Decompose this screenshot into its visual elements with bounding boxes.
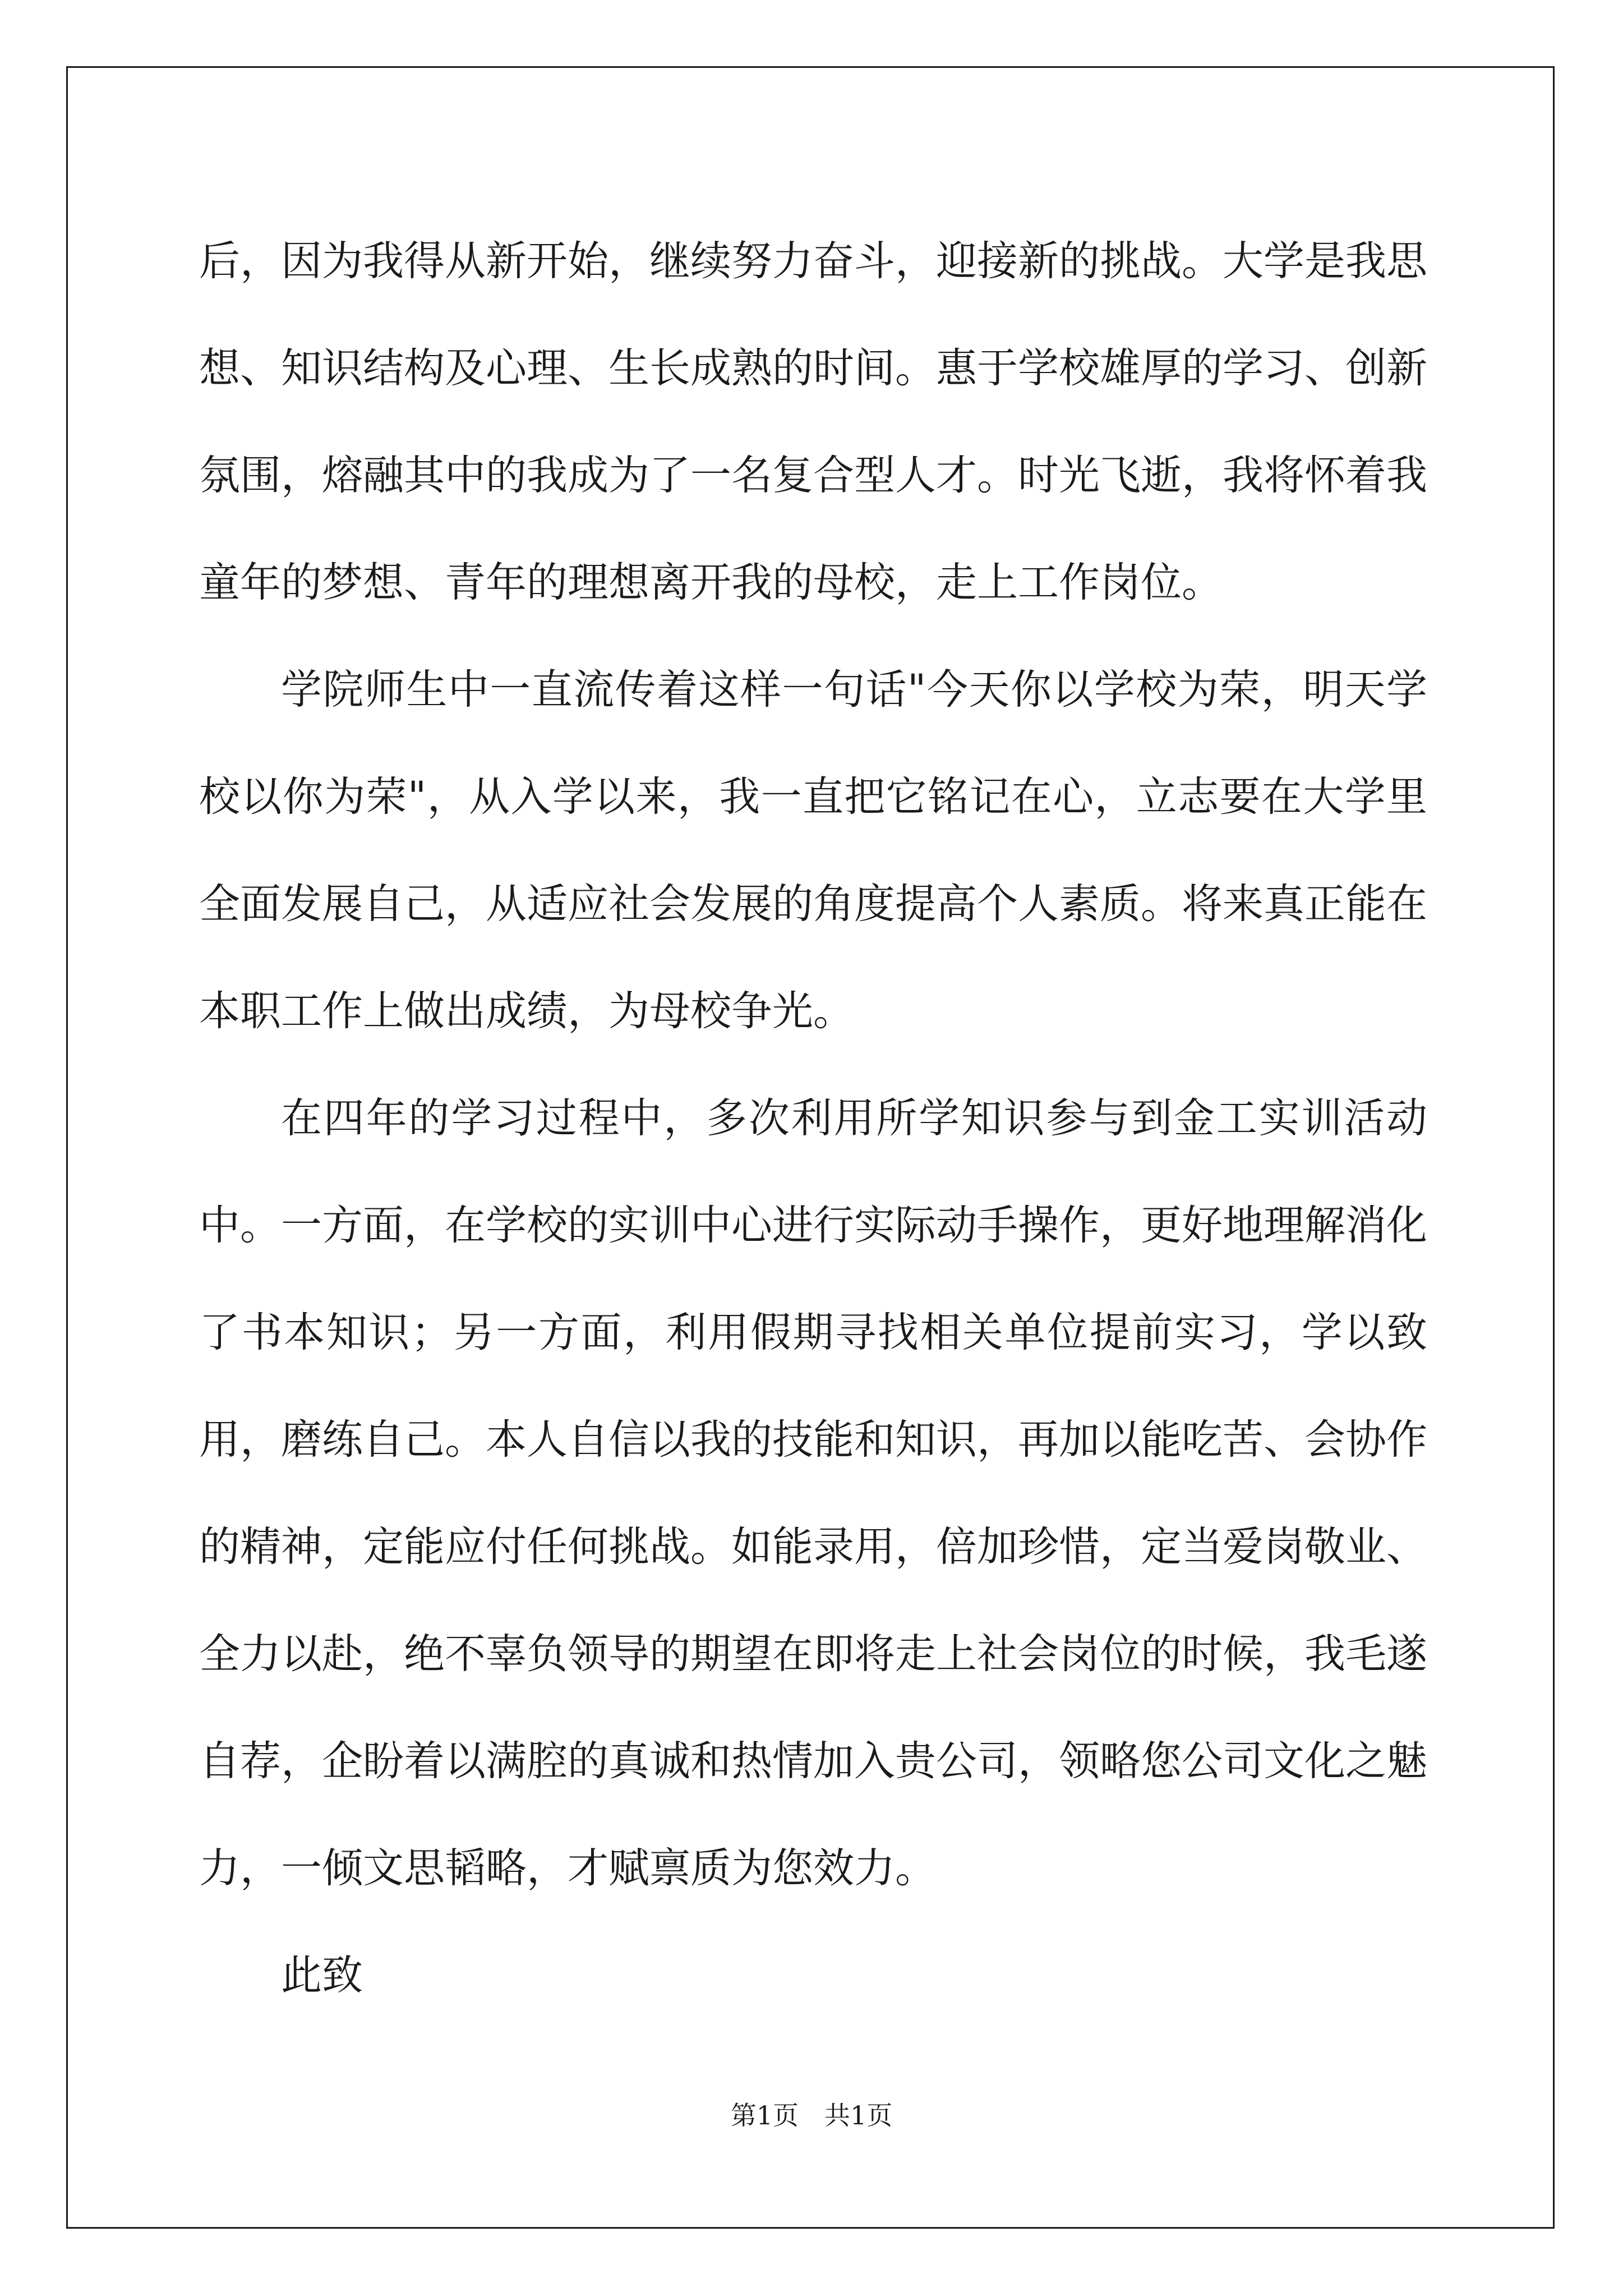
page-footer: [0, 2095, 1623, 2132]
paragraph-3: 在四年的学习过程中，多次利用所学知识参与到金工实训活动中。一方面，在学校的实训中心进行实际动手操作，更好地理解消化了书本知识；另一方面，利用假期寻找相关单位提前实习，学以致用，磨练自己。本人自信以我的技能和知识，再加以能吃苦、会协作的精神，定能应付任何挑战。如能录用，倍加珍惜，定当爱岗敬业、全力以赴，绝不辜负领导的期望在即将走上社会岗位的时候，我毛遂自荐，企盼着以满腔的真诚和热情加入贵公司，领略您公司文化之魅力，一倾文思韬略，才赋禀质为您效力。: [199, 1094, 1427, 1892]
page-number-label: 第1页 共1页: [730, 2100, 893, 2131]
closing-salutation: 此致: [281, 1952, 363, 1999]
document-body: [199, 208, 1427, 2029]
paragraph-1: 后，因为我得从新开始，继续努力奋斗，迎接新的挑战。大学是我思想、知识结构及心理、生长成熟的时间。惠于学校雄厚的学习、创新氛围，熔融其中的我成为了一名复合型人才。时光飞逝，我将怀着我童年的梦想、青年的理想离开我的母校，走上工作岗位。: [199, 237, 1427, 606]
paragraph-2: 学院师生中一直流传着这样一句话"今天你以学校为荣，明天学校以你为荣"，从入学以来，我一直把它铭记在心，立志要在大学里全面发展自己，从适应社会发展的角度提高个人素质。将来真正能在本职工作上做出成绩，为母校争光。: [199, 666, 1427, 1035]
